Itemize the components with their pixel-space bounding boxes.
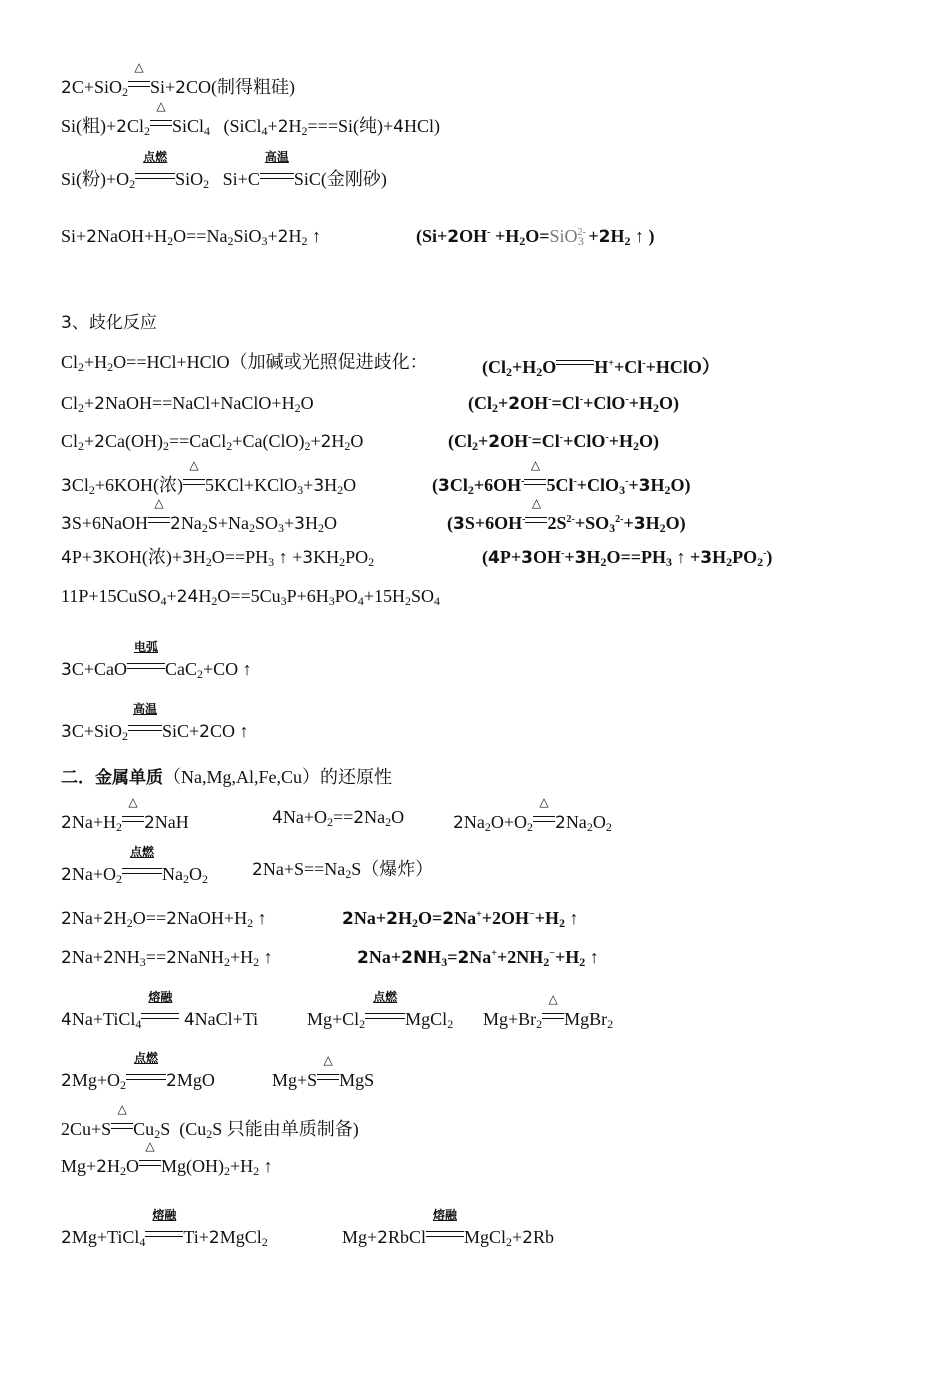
equation-mg-s: Mg+S △ MgS	[272, 1053, 375, 1090]
equation-cl2-h2o: $Cl_2+H_2O==HCl+HClO$（加碱或光照促进歧化：	[61, 352, 428, 374]
ionic-na-h2o: $2Na+2H_2O=2Na^++2OH^-+H_2$ ↑	[342, 908, 579, 930]
equation-cu-s: 2Cu+S △ $Cu_2S$ ($Cu_2S$ 只能由单质制备)	[61, 1102, 359, 1141]
equation-na-o2-ignite: $2Na+O_2$ 点燃 $Na_2O_2$	[61, 845, 208, 886]
equation-na-o2: $4Na+O_2==2Na_2O$	[272, 807, 405, 829]
heat-condition: △	[128, 71, 150, 93]
equation-mg-o2: $2Mg+O_2$ 点燃 2MgO	[61, 1051, 215, 1092]
equation-mg-h2o: $Mg+2H_2O$ △ $Mg(OH)_2+H_2$ ↑	[61, 1139, 273, 1178]
equation-sicl4: Si(粗)$+2Cl_2$ △ SiCl$_4$ ($SiCl_4+2H_2===Si$(纯)+4HCl)	[61, 99, 440, 138]
ionic-s-oh: (3S+6OH- △ $2S^{2-}+SO_3^{2-}+3H_2O$)	[447, 496, 686, 535]
ionic-p-oh: ($4P+3OH^-+3H_2O==PH_3$ ↑ $+3H_2PO_2^-$)	[482, 547, 773, 569]
equation-na-s: $2Na+S==Na_2S$（爆炸）	[252, 859, 434, 881]
ionic-cl2-h2o: ($Cl_2+H_2O$ H++Cl-+HClO）	[482, 357, 720, 379]
equations-na-row-1: $2Na+H_2$ △ 2NaH	[61, 795, 189, 834]
equation-s-naoh: 3S+6NaOH △ $2Na_2S+Na_2SO_3+3H_2O$	[61, 496, 337, 535]
ionic-si-oh: ($Si+2OH^- +H_2O=SiO^{2-}_3 +2H_2$ ↑ )	[416, 226, 655, 248]
equation-na-nh3: $2Na+2NH_3==2NaNH_2+H_2$ ↑	[61, 947, 273, 969]
equation-na2o-o2: $2Na_2O+O_2$ △ $2Na_2O_2$	[453, 795, 612, 834]
ionic-cl2-oh-1: $(Cl_2+2OH^-=Cl^-+ClO^-+H_2O)$	[468, 393, 679, 415]
ionic-na-nh3: $2Na+2NH_3=2Na^++2NH_2^-+H_2$ ↑	[357, 947, 599, 969]
equation-cl2-koh: $3Cl_2+6KOH$(浓) △ $5KCl+KClO_3+3H_2O$	[61, 458, 357, 497]
equation-na-ticl4: 4Na+TiCl$_4$ 熔融 4NaCl+Ti	[61, 990, 259, 1031]
equation-na-h2o: $2Na+2H_2O==2NaOH+H_2$ ↑	[61, 908, 267, 930]
equation-cl2-caoh2: $Cl_2+2Ca(OH)_2==CaCl_2+Ca(ClO)_2+2H_2O$	[61, 431, 364, 453]
equation-p-cuso4: $11P+15CuSO_4+24H_2O==5Cu_3P+6H_3PO_4+15H_2SO_4$	[61, 586, 440, 608]
equation-si-from-sio2: 2C+SiO$_2$ △ Si+2CO(制得粗硅)	[61, 60, 295, 99]
equation-si-naoh: $Si+2NaOH+H_2O==Na_2SiO_3+2H_2$ ↑	[61, 226, 321, 248]
equation-c-cao: 3C+CaO 电弧 CaC$_2$+CO ↑	[61, 640, 252, 681]
equation-c-sio2: 3C+SiO$_2$ 高温 SiC+2CO ↑	[61, 702, 249, 743]
section-title-metals: 二．金属单质（Na,Mg,Al,Fe,Cu）的还原性	[61, 767, 392, 788]
equation-mg-ticl4: 2Mg+TiCl$_4$ 熔融 Ti+2MgCl$_2$	[61, 1208, 268, 1249]
equation-mg-br2: $Mg+Br_2$ △ MgBr$_2$	[483, 992, 614, 1031]
ionic-cl2-oh-2: $(Cl_2+2OH^-=Cl^-+ClO^-+H_2O)$	[448, 431, 659, 453]
equation-p-koh: 4P+3KOH(浓)$+3H_2O==PH_3$ ↑ $+3KH_2PO_2$	[61, 547, 375, 569]
equation-sio2-sic: Si(粉)$+O_2$ 点燃 SiO$_2$ Si+C 高温 SiC(金刚砂)	[61, 150, 387, 191]
equation-mg-cl2: $Mg+Cl_2$ 点燃 MgCl$_2$	[307, 990, 454, 1031]
equation-mg-rbcl: Mg+2RbCl 熔融 MgCl$_2$+2Rb	[342, 1208, 555, 1249]
section-title-disproportionation: 3、歧化反应	[61, 313, 157, 333]
equation-cl2-naoh: $Cl_2+2NaOH==NaCl+NaClO+H_2O$	[61, 393, 314, 415]
ionic-cl2-koh: ($3Cl_2+6OH^-$ △ $5Cl^-+ClO_3^-+3H_2O$)	[432, 458, 691, 497]
